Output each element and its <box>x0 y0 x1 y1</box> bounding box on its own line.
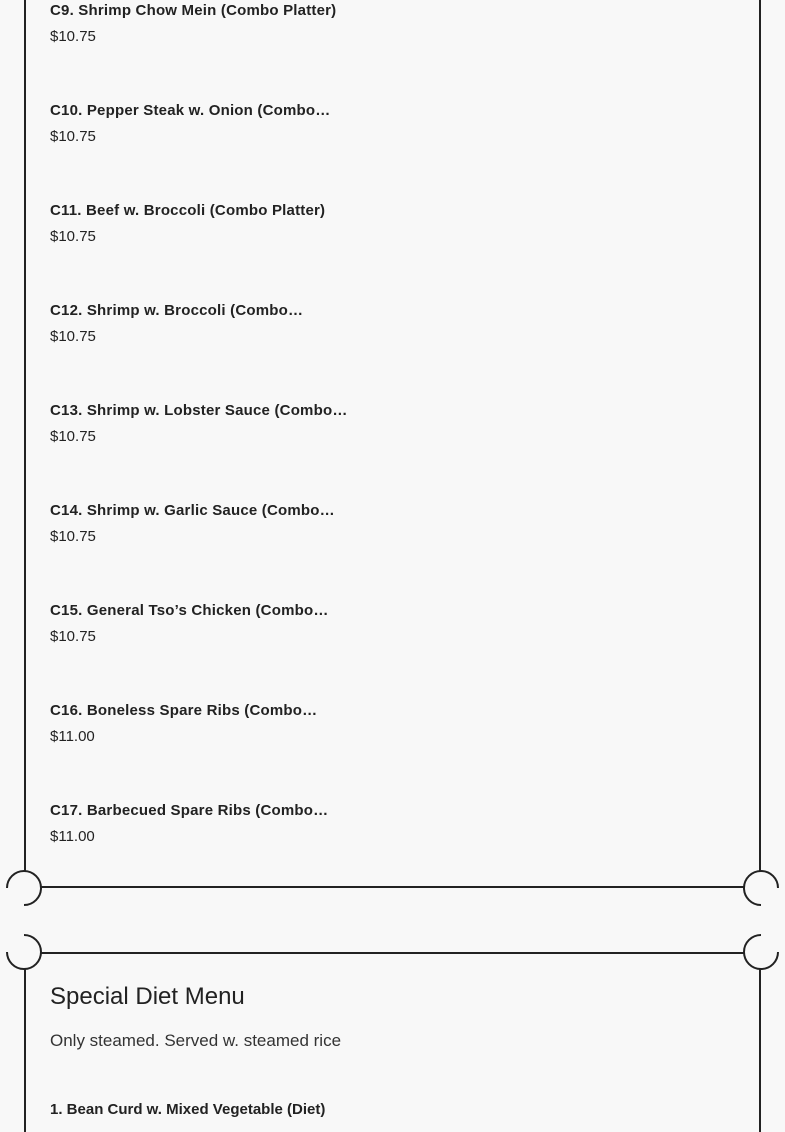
menu-item-c12[interactable] <box>50 301 303 347</box>
corner-mask <box>2 888 24 912</box>
menu-item-diet-1[interactable]: 1. Bean Curd w. Mixed Vegetable (Diet) <box>50 1101 326 1118</box>
menu-item-c15[interactable] <box>50 601 329 647</box>
menu-item-c16[interactable] <box>50 701 317 747</box>
menu-item-c10[interactable] <box>50 101 330 147</box>
item-name: C16. Boneless Spare Ribs (Combo… <box>50 702 318 719</box>
menu-item-c9[interactable] <box>50 1 336 47</box>
section-title: Special Diet Menu <box>50 983 245 1010</box>
menu-item-c14[interactable] <box>50 501 335 547</box>
item-name: C15. General Tso’s Chicken (Combo… <box>50 602 329 619</box>
section-description: Only steamed. Served w. steamed rice <box>50 1031 342 1050</box>
item-price: $10.75 <box>50 28 96 45</box>
corner-mask <box>761 928 783 952</box>
item-name: C13. Shrimp w. Lobster Sauce (Combo… <box>50 402 348 419</box>
menu-item-c11[interactable] <box>50 201 325 247</box>
menu-item-c17[interactable] <box>50 801 328 847</box>
item-price: $10.75 <box>50 128 96 145</box>
item-price: $10.75 <box>50 428 96 445</box>
item-name: C14. Shrimp w. Garlic Sauce (Combo… <box>50 502 335 519</box>
item-name: C9. Shrimp Chow Mein (Combo Platter) <box>50 2 337 19</box>
item-price: $10.75 <box>50 528 96 545</box>
corner-mask <box>761 888 783 912</box>
item-name: C11. Beef w. Broccoli (Combo Platter) <box>50 202 326 219</box>
special-diet-section <box>24 952 761 1132</box>
menu-item-c13[interactable] <box>50 401 348 447</box>
item-price: $11.00 <box>50 828 95 845</box>
item-name: C17. Barbecued Spare Ribs (Combo… <box>50 802 329 819</box>
combo-platter-section <box>24 0 761 888</box>
item-name: C12. Shrimp w. Broccoli (Combo… <box>50 302 304 319</box>
item-price: $10.75 <box>50 328 96 345</box>
corner-mask <box>2 928 24 952</box>
item-price: $10.75 <box>50 628 96 645</box>
item-name: C10. Pepper Steak w. Onion (Combo… <box>50 102 331 119</box>
item-price: $10.75 <box>50 228 96 245</box>
item-price: $11.00 <box>50 728 95 745</box>
